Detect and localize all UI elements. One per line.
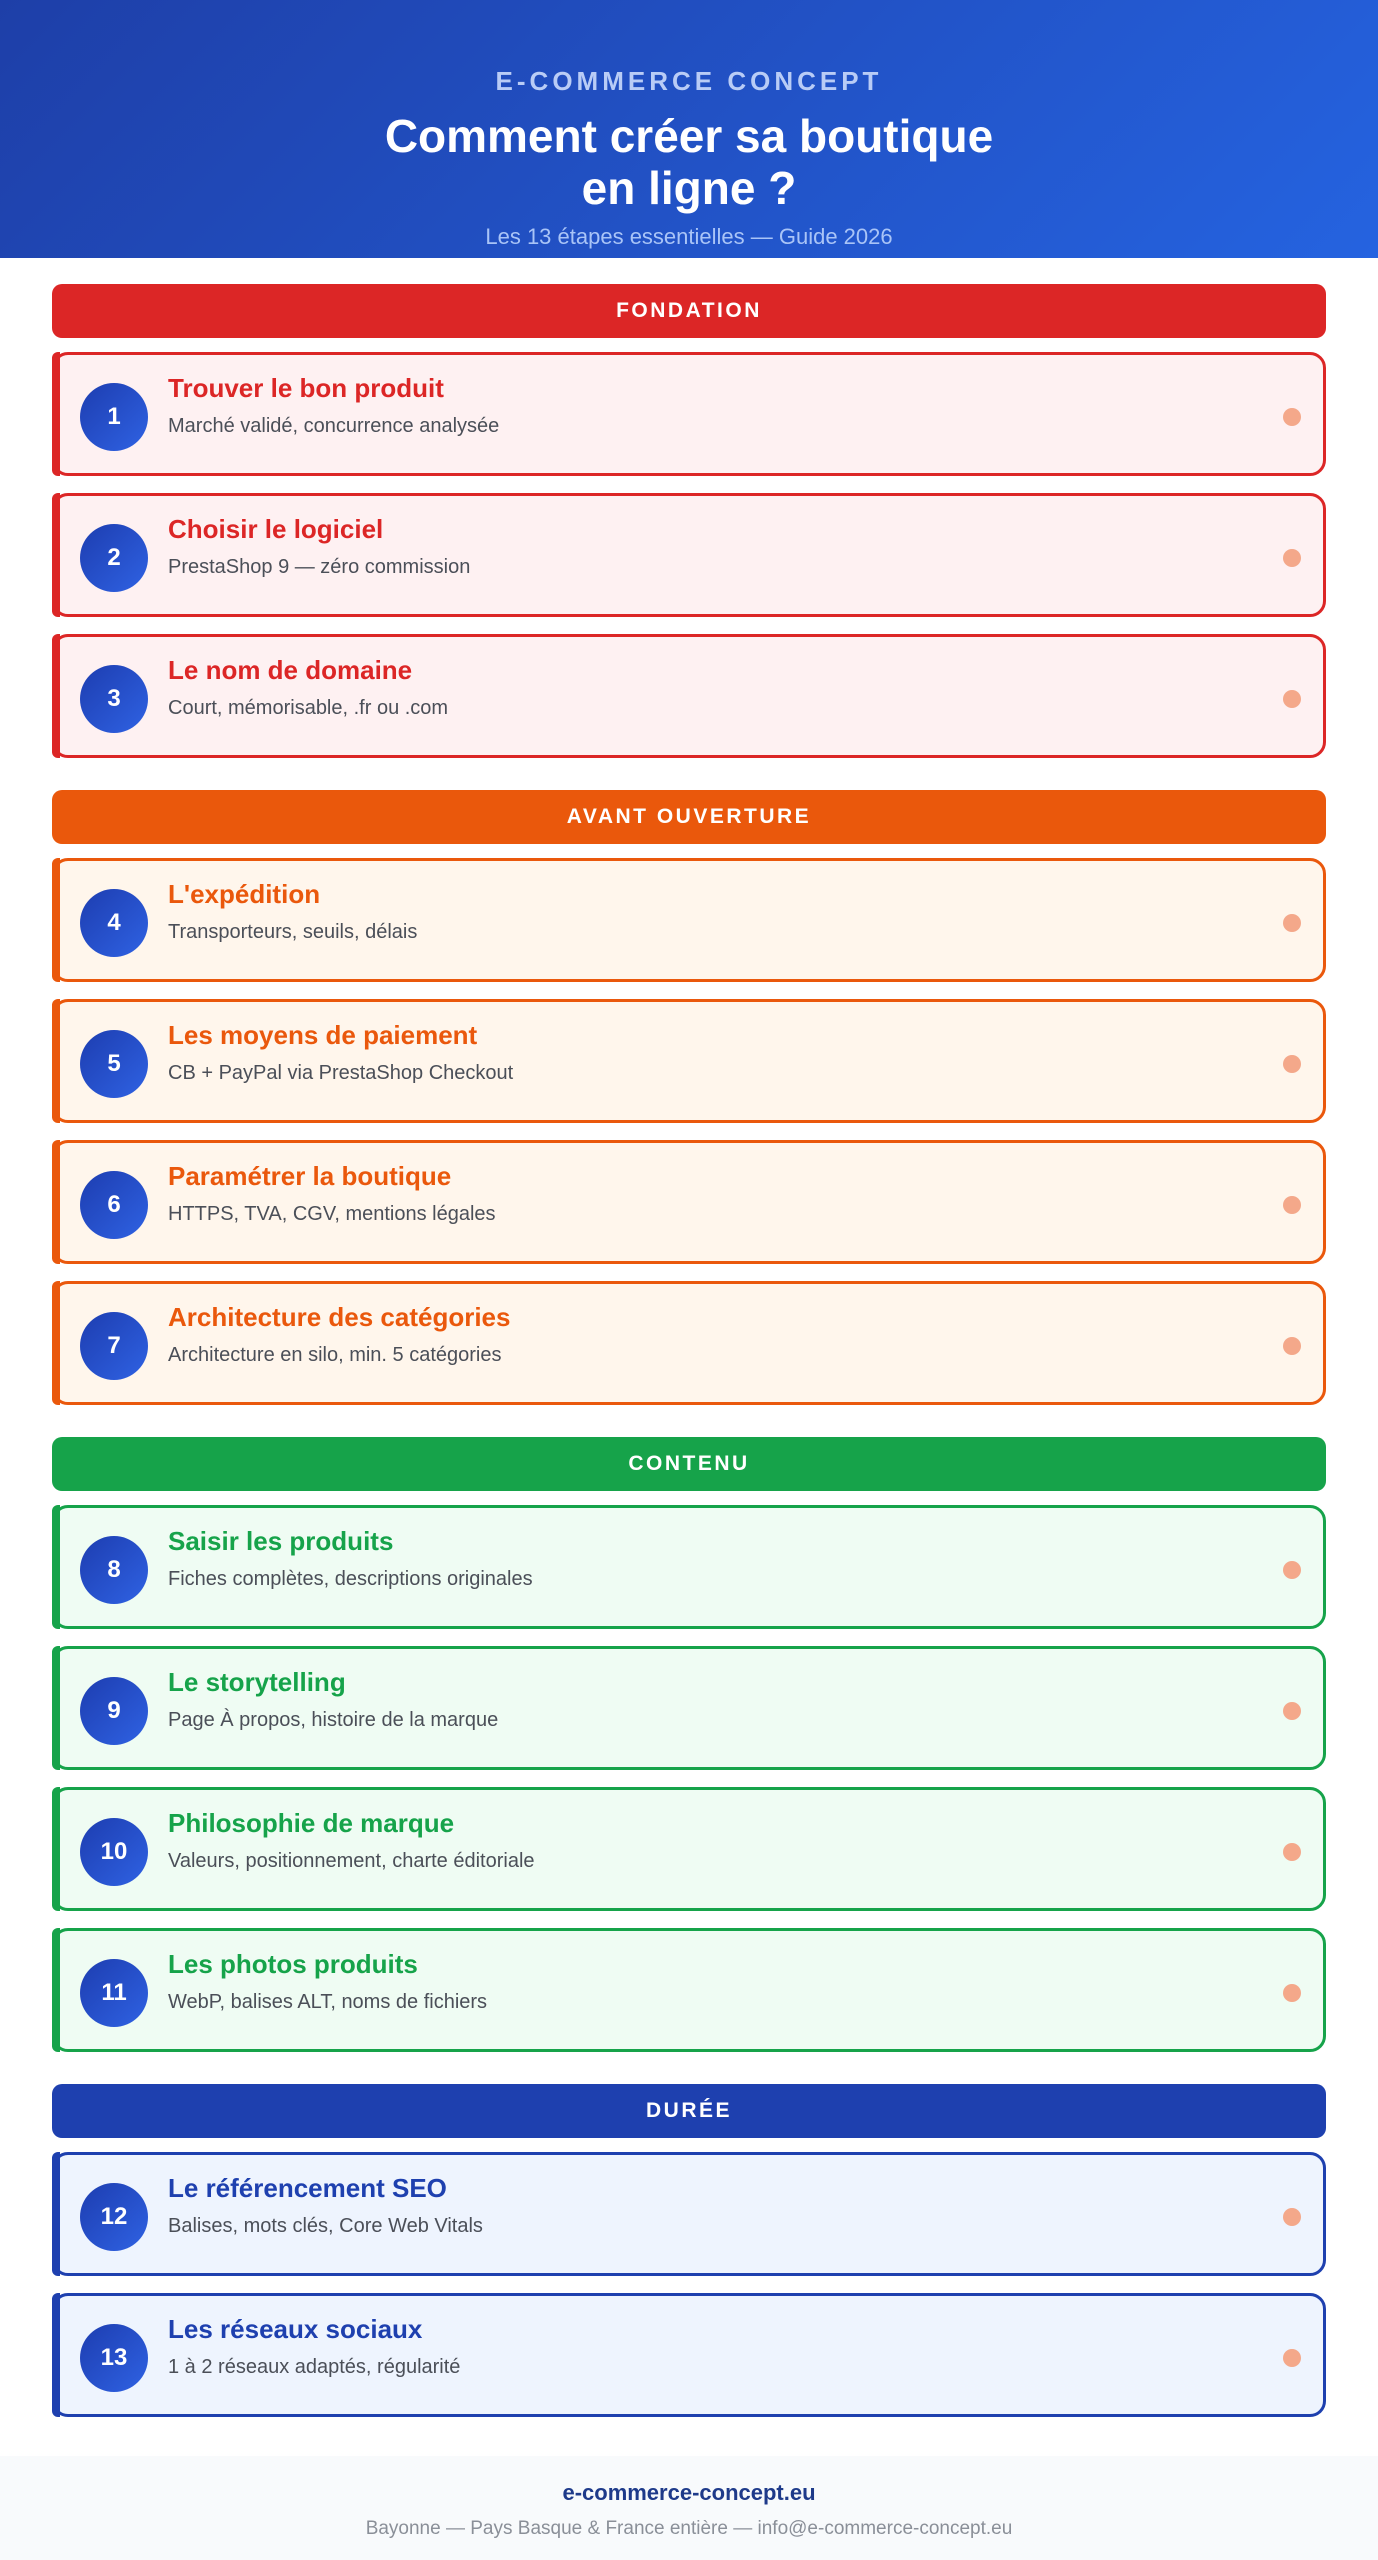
section-header: DURÉE bbox=[52, 2084, 1326, 2138]
step-number-badge: 9 bbox=[80, 1677, 148, 1745]
step-title: Saisir les produits bbox=[168, 1526, 394, 1556]
page-title-line-2: en ligne ? bbox=[581, 162, 797, 214]
status-dot-icon bbox=[1283, 1984, 1301, 2002]
footer bbox=[0, 2456, 1378, 2560]
page-title bbox=[0, 110, 1378, 214]
step-description: HTTPS, TVA, CGV, mentions légales bbox=[168, 1203, 496, 1225]
step-number-badge: 7 bbox=[80, 1312, 148, 1380]
step-title: Choisir le logiciel bbox=[168, 514, 384, 544]
status-dot-icon bbox=[1283, 1337, 1301, 1355]
step-number-badge: 3 bbox=[80, 665, 148, 733]
step-description: 1 à 2 réseaux adaptés, régularité bbox=[168, 2356, 461, 2378]
steps-list bbox=[52, 284, 1326, 2434]
status-dot-icon bbox=[1283, 690, 1301, 708]
step-card bbox=[52, 352, 1326, 476]
step-description: Fiches complètes, descriptions originales bbox=[168, 1568, 533, 1590]
step-accent-bar bbox=[52, 634, 60, 758]
step-card bbox=[52, 1281, 1326, 1405]
status-dot-icon bbox=[1283, 2349, 1301, 2367]
step-number-badge: 6 bbox=[80, 1171, 148, 1239]
step-title: Philosophie de marque bbox=[168, 1808, 455, 1838]
step-accent-bar bbox=[52, 1787, 60, 1911]
step-card bbox=[52, 1646, 1326, 1770]
step-accent-bar bbox=[52, 999, 60, 1123]
footer-site-link[interactable]: e-commerce-concept.eu bbox=[562, 2480, 816, 2505]
step-title: Les moyens de paiement bbox=[168, 1020, 478, 1050]
step-card bbox=[52, 1140, 1326, 1264]
step-accent-bar bbox=[52, 2152, 60, 2276]
status-dot-icon bbox=[1283, 1196, 1301, 1214]
step-title: Les photos produits bbox=[168, 1949, 418, 1979]
step-title: Trouver le bon produit bbox=[168, 373, 444, 403]
step-number-badge: 5 bbox=[80, 1030, 148, 1098]
status-dot-icon bbox=[1283, 408, 1301, 426]
step-number-badge: 11 bbox=[80, 1959, 148, 2027]
step-title: Architecture des catégories bbox=[168, 1302, 511, 1332]
step-number-badge: 4 bbox=[80, 889, 148, 957]
step-description: PrestaShop 9 — zéro commission bbox=[168, 556, 471, 578]
step-card bbox=[52, 999, 1326, 1123]
page-title-line-1: Comment créer sa boutique bbox=[384, 110, 994, 162]
step-accent-bar bbox=[52, 858, 60, 982]
step-accent-bar bbox=[52, 1140, 60, 1264]
status-dot-icon bbox=[1283, 1843, 1301, 1861]
step-title: Le storytelling bbox=[168, 1667, 346, 1697]
section-spacer bbox=[52, 2069, 1326, 2084]
step-card bbox=[52, 2293, 1326, 2417]
page-subtitle: Les 13 étapes essentielles — Guide 2026 bbox=[485, 224, 893, 249]
step-accent-bar bbox=[52, 2293, 60, 2417]
step-number-badge: 1 bbox=[80, 383, 148, 451]
step-description: Architecture en silo, min. 5 catégories bbox=[168, 1344, 502, 1366]
step-description: CB + PayPal via PrestaShop Checkout bbox=[168, 1062, 514, 1084]
step-title: Les réseaux sociaux bbox=[168, 2314, 423, 2344]
footer-contact-info: Bayonne — Pays Basque & France entière — info@e-commerce-concept.eu bbox=[365, 2518, 1013, 2539]
step-description: Page À propos, histoire de la marque bbox=[168, 1709, 499, 1731]
step-card bbox=[52, 634, 1326, 758]
step-description: Marché validé, concurrence analysée bbox=[168, 415, 500, 437]
status-dot-icon bbox=[1283, 1055, 1301, 1073]
step-description: Court, mémorisable, .fr ou .com bbox=[168, 697, 449, 719]
status-dot-icon bbox=[1283, 2208, 1301, 2226]
status-dot-icon bbox=[1283, 1702, 1301, 1720]
step-card bbox=[52, 1928, 1326, 2052]
section-header: CONTENU bbox=[52, 1437, 1326, 1491]
status-dot-icon bbox=[1283, 549, 1301, 567]
step-title: Le nom de domaine bbox=[168, 655, 413, 685]
step-title: Le référencement SEO bbox=[168, 2173, 447, 2203]
section-header: AVANT OUVERTURE bbox=[52, 790, 1326, 844]
step-description: Transporteurs, seuils, délais bbox=[168, 921, 418, 943]
step-number-badge: 2 bbox=[80, 524, 148, 592]
step-accent-bar bbox=[52, 1505, 60, 1629]
step-number-badge: 12 bbox=[80, 2183, 148, 2251]
step-description: WebP, balises ALT, noms de fichiers bbox=[168, 1991, 488, 2013]
step-card bbox=[52, 858, 1326, 982]
section-spacer bbox=[52, 1422, 1326, 1437]
step-card bbox=[52, 2152, 1326, 2276]
step-card bbox=[52, 1787, 1326, 1911]
brand-eyebrow: E-COMMERCE CONCEPT bbox=[495, 66, 883, 96]
header-banner bbox=[0, 0, 1378, 258]
step-title: Paramétrer la boutique bbox=[168, 1161, 452, 1191]
section-spacer bbox=[52, 775, 1326, 790]
step-accent-bar bbox=[52, 1928, 60, 2052]
step-card bbox=[52, 493, 1326, 617]
step-accent-bar bbox=[52, 1281, 60, 1405]
step-title: L'expédition bbox=[168, 879, 321, 909]
step-number-badge: 13 bbox=[80, 2324, 148, 2392]
step-description: Valeurs, positionnement, charte éditoriale bbox=[168, 1850, 535, 1872]
step-description: Balises, mots clés, Core Web Vitals bbox=[168, 2215, 483, 2237]
step-accent-bar bbox=[52, 1646, 60, 1770]
step-accent-bar bbox=[52, 352, 60, 476]
status-dot-icon bbox=[1283, 914, 1301, 932]
step-number-badge: 8 bbox=[80, 1536, 148, 1604]
step-number-badge: 10 bbox=[80, 1818, 148, 1886]
section-header: FONDATION bbox=[52, 284, 1326, 338]
step-accent-bar bbox=[52, 493, 60, 617]
step-card bbox=[52, 1505, 1326, 1629]
status-dot-icon bbox=[1283, 1561, 1301, 1579]
